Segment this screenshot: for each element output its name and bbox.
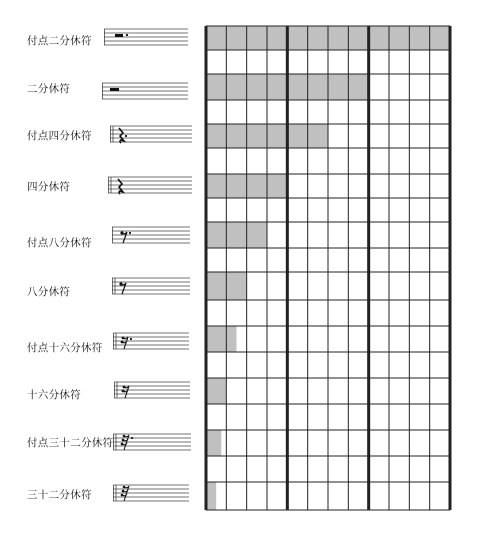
label-dotted-quarter-rest: 付点四分休符 <box>27 130 92 142</box>
label-quarter-rest: 四分休符 <box>27 181 71 193</box>
duration-bar <box>206 430 221 456</box>
label-half-rest: 二分休符 <box>27 83 71 95</box>
label-dotted-sixteenth-rest: 付点十六分休符 <box>27 342 103 354</box>
label-eighth-rest: 八分休符 <box>27 286 71 298</box>
duration-bar <box>206 482 216 510</box>
duration-bar <box>206 326 237 352</box>
label-dotted-eighth-rest: 付点八分休符 <box>27 237 92 249</box>
duration-bar <box>206 222 267 248</box>
duration-bar <box>206 378 226 404</box>
label-dotted-half-rest: 付点二分休符 <box>27 35 92 47</box>
label-thirty-second-rest: 三十二分休符 <box>27 489 92 501</box>
label-dotted-thirty-second-rest: 付点三十二分休符 <box>27 437 114 449</box>
label-sixteenth-rest: 十六分休符 <box>27 389 81 401</box>
